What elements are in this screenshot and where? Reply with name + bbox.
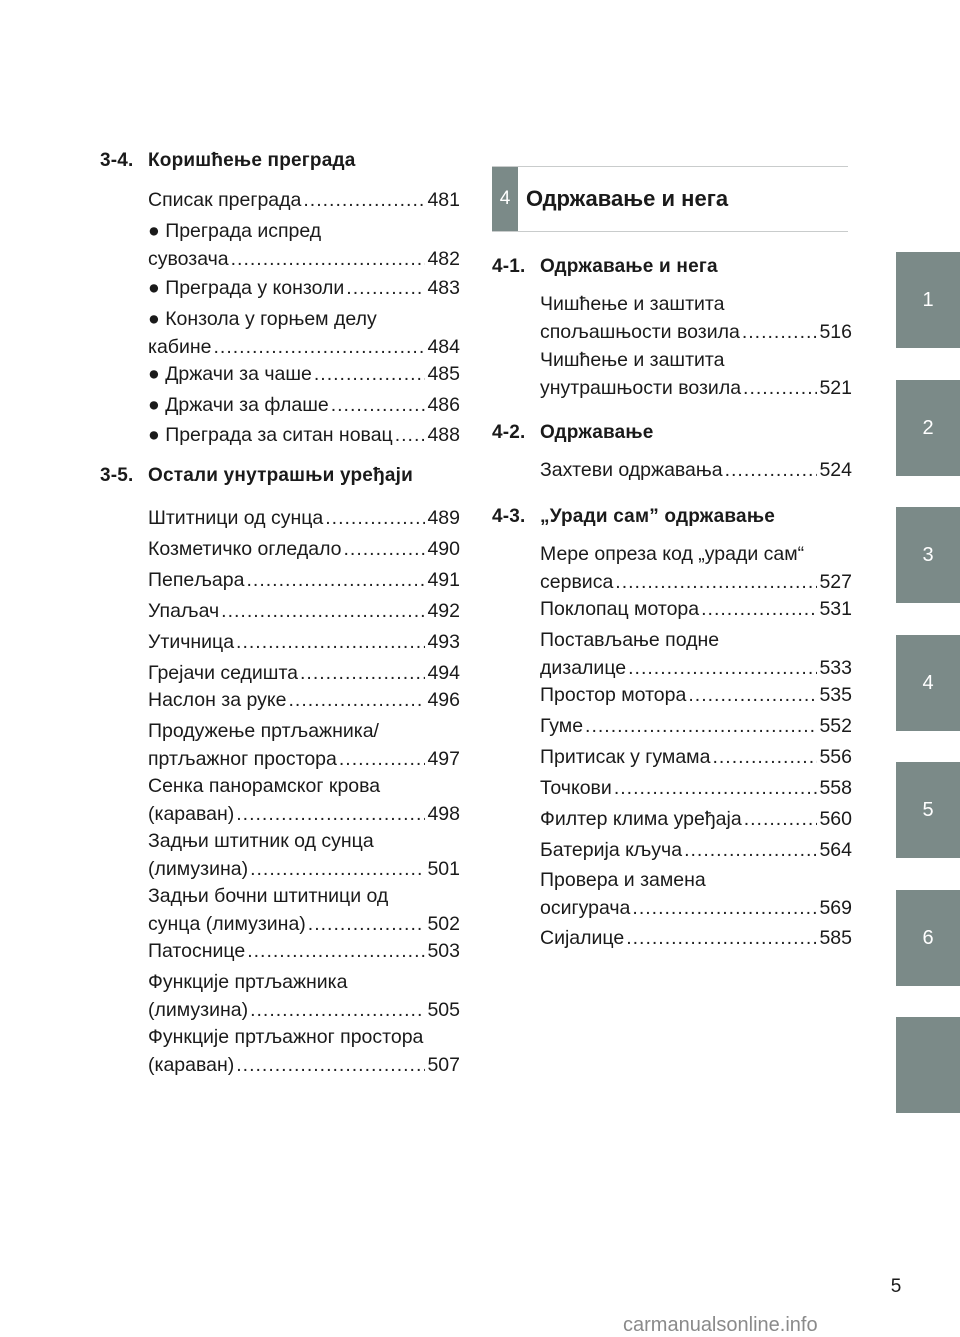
toc-entry[interactable] bbox=[540, 290, 852, 346]
entry-page-number: 569 bbox=[819, 897, 852, 919]
entry-line bbox=[148, 937, 460, 965]
entry-line bbox=[148, 597, 460, 625]
entry-line bbox=[148, 504, 460, 532]
dot-leader bbox=[712, 743, 817, 771]
toc-entry[interactable] bbox=[148, 504, 460, 532]
entry-line bbox=[540, 774, 852, 802]
entry-page-number: 482 bbox=[427, 248, 460, 270]
entry-page-number: 491 bbox=[427, 569, 460, 591]
entry-page-number: 497 bbox=[427, 748, 460, 770]
toc-entry[interactable] bbox=[540, 866, 852, 922]
dot-leader bbox=[325, 504, 425, 532]
entry-label: сунца (лимузина) bbox=[148, 913, 306, 935]
toc-entry[interactable] bbox=[148, 1023, 460, 1079]
entry-line bbox=[540, 568, 852, 596]
entry-label-line: Задњи штитник од сунца bbox=[148, 830, 374, 852]
entry-label-line: ● Преграда испред bbox=[148, 220, 322, 242]
entry-label-line: Чишћење и заштита bbox=[540, 349, 725, 371]
entry-line bbox=[148, 421, 460, 449]
entry-page-number: 481 bbox=[427, 189, 460, 211]
section-number: 4-1. bbox=[492, 256, 526, 277]
entry-label: ● Преграда за ситан новац bbox=[148, 424, 393, 446]
entry-line bbox=[540, 836, 852, 864]
entry-label: Батерија кључа bbox=[540, 839, 683, 861]
entry-page-number: 535 bbox=[819, 684, 852, 706]
entry-page-number: 486 bbox=[427, 394, 460, 416]
entry-label: Патоснице bbox=[148, 940, 246, 962]
dot-leader bbox=[250, 996, 425, 1024]
section-number: 3-4. bbox=[100, 150, 134, 171]
toc-entry[interactable] bbox=[148, 186, 460, 214]
entry-label: Грејачи седишта bbox=[148, 662, 299, 684]
entry-label: Притисак у гумама bbox=[540, 746, 711, 768]
entry-label: Простор мотора bbox=[540, 684, 687, 706]
section-heading bbox=[492, 256, 718, 278]
entry-page-number: 516 bbox=[819, 321, 852, 343]
entry-page-number: 488 bbox=[427, 424, 460, 446]
toc-entry[interactable] bbox=[148, 274, 460, 302]
dot-leader bbox=[231, 245, 426, 273]
entry-label-line: Мере опреза код „уради сам“ bbox=[540, 543, 805, 565]
entry-line bbox=[148, 745, 460, 773]
section-title: Одржавање и нега bbox=[540, 256, 718, 277]
entry-label: Захтеви одржавања bbox=[540, 459, 723, 481]
dot-leader bbox=[628, 654, 817, 682]
section-number: 4-3. bbox=[492, 506, 526, 527]
entry-label: (лимузина) bbox=[148, 858, 249, 880]
entry-label-line: Чишћење и заштита bbox=[540, 293, 725, 315]
entry-page-number: 492 bbox=[427, 600, 460, 622]
entry-line bbox=[540, 924, 852, 952]
entry-label: Штитници од сунца bbox=[148, 507, 324, 529]
entry-line bbox=[540, 456, 852, 484]
entry-label: унутрашњости возила bbox=[540, 377, 742, 399]
entry-label: осигурача bbox=[540, 897, 631, 919]
entry-label: Козметичко огледало bbox=[148, 538, 342, 560]
entry-label-line: Постављање подне bbox=[540, 629, 720, 651]
section-heading bbox=[492, 422, 654, 444]
section-title: Остали унутрашњи уређаји bbox=[148, 465, 414, 486]
toc-entry[interactable] bbox=[148, 937, 460, 965]
dot-leader bbox=[688, 681, 817, 709]
entry-label: Утичница bbox=[148, 631, 235, 653]
entry-label: Списак преграда bbox=[148, 189, 302, 211]
entry-page-number: 527 bbox=[819, 571, 852, 593]
toc-entry[interactable] bbox=[148, 535, 460, 563]
section-heading bbox=[100, 465, 413, 487]
toc-entry[interactable] bbox=[540, 805, 852, 833]
dot-leader bbox=[701, 595, 817, 623]
toc-entry[interactable] bbox=[148, 659, 460, 687]
entry-line bbox=[540, 374, 852, 402]
chapter-tab-2[interactable]: 2 bbox=[896, 380, 960, 476]
toc-entry[interactable] bbox=[148, 827, 460, 883]
entry-page-number: 558 bbox=[819, 777, 852, 799]
entry-page-number: 485 bbox=[427, 363, 460, 385]
section-number: 4-2. bbox=[492, 422, 526, 443]
toc-entry[interactable] bbox=[540, 595, 852, 623]
entry-label: сервиса bbox=[540, 571, 614, 593]
dot-leader bbox=[395, 421, 426, 449]
dot-leader bbox=[344, 535, 426, 563]
entry-page-number: 507 bbox=[427, 1054, 460, 1076]
toc-entry[interactable] bbox=[148, 628, 460, 656]
dot-leader bbox=[684, 836, 817, 864]
entry-page-number: 496 bbox=[427, 689, 460, 711]
toc-entry[interactable] bbox=[540, 681, 852, 709]
entry-page-number: 498 bbox=[427, 803, 460, 825]
chapter-title: Одржавање и нега bbox=[526, 186, 729, 211]
toc-entry[interactable] bbox=[148, 391, 460, 419]
dot-leader bbox=[221, 597, 425, 625]
dot-leader bbox=[742, 318, 818, 346]
entry-page-number: 501 bbox=[427, 858, 460, 880]
entry-page-number: 484 bbox=[427, 336, 460, 358]
dot-leader bbox=[585, 712, 817, 740]
entry-label-line: Функције пртљажног простора bbox=[148, 1026, 424, 1048]
dot-leader bbox=[615, 568, 817, 596]
entry-label: Сијалице bbox=[540, 927, 625, 949]
dot-leader bbox=[250, 855, 425, 883]
entry-line bbox=[540, 595, 852, 623]
entry-label-line: Провера и замена bbox=[540, 869, 706, 891]
entry-label: (караван) bbox=[148, 803, 235, 825]
page-number: 5 bbox=[890, 1276, 902, 1297]
toc-entry[interactable] bbox=[148, 968, 460, 1024]
entry-line bbox=[148, 566, 460, 594]
entry-page-number: 533 bbox=[819, 657, 852, 679]
dot-leader bbox=[246, 566, 425, 594]
toc-entry[interactable] bbox=[540, 924, 852, 952]
entry-line bbox=[148, 186, 460, 214]
entry-line bbox=[148, 245, 460, 273]
entry-label: Поклопац мотора bbox=[540, 598, 700, 620]
entry-label: (караван) bbox=[148, 1054, 235, 1076]
toc-entry[interactable] bbox=[148, 217, 460, 273]
dot-leader bbox=[308, 910, 426, 938]
section-number: 3-5. bbox=[100, 465, 134, 486]
entry-line bbox=[540, 681, 852, 709]
dot-leader bbox=[288, 686, 425, 714]
entry-label: Точкови bbox=[540, 777, 612, 799]
chapter-number-badge: 4 bbox=[492, 167, 518, 231]
toc-entry[interactable] bbox=[540, 712, 852, 740]
toc-entry[interactable] bbox=[148, 686, 460, 714]
section-title: Одржавање bbox=[540, 422, 654, 443]
dot-leader bbox=[213, 333, 425, 361]
entry-label: дизалице bbox=[540, 657, 627, 679]
entry-page-number: 556 bbox=[819, 746, 852, 768]
entry-line bbox=[148, 333, 460, 361]
section-heading bbox=[100, 150, 356, 172]
entry-page-number: 505 bbox=[427, 999, 460, 1021]
dot-leader bbox=[314, 360, 426, 388]
entry-line bbox=[148, 686, 460, 714]
watermark-text[interactable]: carmanualsonline.info bbox=[623, 1314, 818, 1336]
entry-page-number: 490 bbox=[427, 538, 460, 560]
dot-leader bbox=[247, 937, 425, 965]
entry-page-number: 489 bbox=[427, 507, 460, 529]
chapter-tab-3[interactable]: 3 bbox=[896, 507, 960, 603]
entry-line bbox=[148, 659, 460, 687]
dot-leader bbox=[614, 774, 818, 802]
toc-entry[interactable] bbox=[540, 774, 852, 802]
dot-leader bbox=[331, 391, 426, 419]
toc-entry[interactable] bbox=[148, 882, 460, 938]
toc-entry[interactable] bbox=[148, 305, 460, 361]
toc-entry[interactable] bbox=[148, 597, 460, 625]
toc-entry[interactable] bbox=[540, 836, 852, 864]
toc-entry[interactable] bbox=[148, 360, 460, 388]
entry-line bbox=[540, 654, 852, 682]
toc-entry[interactable] bbox=[540, 456, 852, 484]
toc-entry[interactable] bbox=[540, 743, 852, 771]
entry-label: ● Преграда у конзоли bbox=[148, 277, 345, 299]
entry-line bbox=[148, 535, 460, 563]
entry-label: Наслон за руке bbox=[148, 689, 287, 711]
chapter-tab-4[interactable]: 4 bbox=[896, 635, 960, 731]
dot-leader bbox=[236, 800, 425, 828]
dot-leader bbox=[236, 628, 425, 656]
entry-page-number: 560 bbox=[819, 808, 852, 830]
entry-line bbox=[148, 910, 460, 938]
dot-leader bbox=[303, 186, 425, 214]
toc-entry[interactable] bbox=[148, 566, 460, 594]
entry-label-line: Сенка панорамског крова bbox=[148, 775, 381, 797]
entry-page-number: 524 bbox=[819, 459, 852, 481]
entry-label: спољашњости возила bbox=[540, 321, 740, 343]
entry-page-number: 493 bbox=[427, 631, 460, 653]
dot-leader bbox=[339, 745, 426, 773]
entry-line bbox=[540, 805, 852, 833]
entry-line bbox=[148, 1051, 460, 1079]
entry-line bbox=[148, 996, 460, 1024]
entry-line bbox=[148, 274, 460, 302]
toc-entry[interactable] bbox=[148, 421, 460, 449]
dot-leader bbox=[744, 805, 818, 833]
entry-line bbox=[540, 318, 852, 346]
dot-leader bbox=[236, 1051, 425, 1079]
entry-page-number: 503 bbox=[427, 940, 460, 962]
entry-line bbox=[148, 800, 460, 828]
entry-label-line: ● Конзола у горњем делу bbox=[148, 308, 377, 330]
entry-label: пртљажног простора bbox=[148, 748, 337, 770]
entry-label: сувозача bbox=[148, 248, 229, 270]
toc-entry[interactable] bbox=[540, 626, 852, 682]
section-title: Коришћење преграда bbox=[148, 150, 356, 171]
entry-label-line: Продужење пртљажника/ bbox=[148, 720, 379, 742]
entry-label: кабине bbox=[148, 336, 212, 358]
entry-page-number: 494 bbox=[427, 662, 460, 684]
entry-page-number: 552 bbox=[819, 715, 852, 737]
dot-leader bbox=[632, 894, 817, 922]
chapter-header bbox=[492, 166, 848, 232]
entry-label: Упаљач bbox=[148, 600, 220, 622]
entry-label: Филтер клима уређаја bbox=[540, 808, 742, 830]
entry-label-line: Функције пртљажника bbox=[148, 971, 348, 993]
toc-entry[interactable] bbox=[148, 772, 460, 828]
dot-leader bbox=[743, 374, 817, 402]
entry-label: (лимузина) bbox=[148, 999, 249, 1021]
entry-page-number: 521 bbox=[819, 377, 852, 399]
dot-leader bbox=[346, 274, 425, 302]
entry-page-number: 585 bbox=[819, 927, 852, 949]
entry-line bbox=[148, 628, 460, 656]
toc-entry[interactable] bbox=[540, 346, 852, 402]
entry-line bbox=[540, 894, 852, 922]
entry-line bbox=[540, 712, 852, 740]
entry-label: Пепељара bbox=[148, 569, 245, 591]
dot-leader bbox=[300, 659, 425, 687]
entry-page-number: 564 bbox=[819, 839, 852, 861]
entry-label: ● Држачи за чаше bbox=[148, 363, 312, 385]
entry-label: Гуме bbox=[540, 715, 584, 737]
entry-page-number: 502 bbox=[427, 913, 460, 935]
chapter-tab-6[interactable]: 6 bbox=[896, 890, 960, 986]
entry-page-number: 531 bbox=[819, 598, 852, 620]
entry-line bbox=[148, 391, 460, 419]
chapter-tab-5[interactable]: 5 bbox=[896, 762, 960, 858]
dot-leader bbox=[626, 924, 817, 952]
entry-line bbox=[540, 743, 852, 771]
chapter-tab-1[interactable]: 1 bbox=[896, 252, 960, 348]
entry-line bbox=[148, 855, 460, 883]
toc-entry[interactable] bbox=[540, 540, 852, 596]
chapter-tab-7[interactable] bbox=[896, 1017, 960, 1113]
section-title: „Уради сам” одржавање bbox=[540, 506, 776, 527]
section-heading bbox=[492, 506, 775, 528]
entry-label-line: Задњи бочни штитници од bbox=[148, 885, 389, 907]
entry-line bbox=[148, 360, 460, 388]
entry-label: ● Држачи за флаше bbox=[148, 394, 329, 416]
entry-page-number: 483 bbox=[427, 277, 460, 299]
toc-entry[interactable] bbox=[148, 717, 460, 773]
dot-leader bbox=[725, 456, 818, 484]
